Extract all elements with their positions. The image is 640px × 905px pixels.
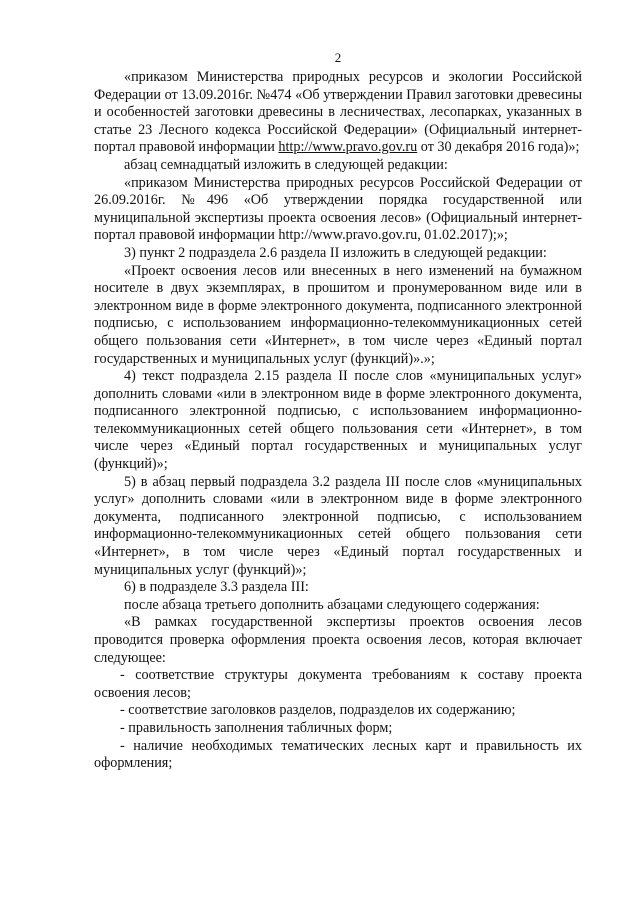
paragraph-order-496: «приказом Министерства природных ресурсов Российской Федерации от 26.09.2016г. №496 «Об утверждении порядка государственной или муниципальной экспертизы проекта освоения лесов» (Официальный интернет-портал правовой информации http://www.pravo.gov.ru, 01.02.2017);»; (94, 174, 582, 244)
document-page (94, 50, 582, 773)
paragraph-expertise: «В рамках государственной экспертизы проектов освоения лесов проводится проверка оформления проекта освоения лесов, которая включает следующее: (94, 614, 582, 666)
list-item: - правильность заполнения табличных форм; (120, 719, 393, 736)
paragraph-tail: от 30 декабря 2016 года)»; (417, 139, 580, 156)
list-item: - соответствие структуры документа требованиям к составу проекта освоения лесов; (94, 667, 582, 701)
pravo-gov-link[interactable]: http://www.pravo.gov.ru (278, 139, 418, 156)
paragraph-item-4: 4) текст подраздела 2.15 раздела II после слов «муниципальных услуг» дополнить словами «или в электронном виде в форме электронного документа, подписанного электронной подписью, с использованием информационно-телекоммуникационных сетей общего пользования сети «Интернет», в том числе через «Единый портал государственных и муниципальных услуг (функций)»; (94, 368, 582, 473)
paragraph-abzac-17: абзац семнадцатый изложить в следующей редакции: (124, 156, 448, 173)
page-number: 2 (334, 50, 342, 65)
list-item: - соответствие заголовков разделов, подразделов их содержанию; (120, 702, 516, 719)
paragraph-item-5: 5) в абзац первый подраздела 3.2 раздела III после слов «муниципальных услуг» дополнить словами «или в электронном виде в форме электронного документа, подписанного электронной подписью, с использованием информационно-телекоммуникационных сетей общего пользования сети «Интернет», в том числе через «Единый портал государственных и муниципальных услуг (функций)»; (94, 473, 582, 578)
paragraph-item-3: 3) пункт 2 подраздела 2.6 раздела II изложить в следующей редакции: (124, 244, 547, 261)
paragraph-item-6: 6) в подразделе 3.3 раздела III: (124, 579, 309, 596)
paragraph-order-474 (94, 69, 582, 157)
list-item: - наличие необходимых тематических лесных карт и правильность их оформления; (94, 737, 582, 772)
paragraph-text: «приказом Министерства природных ресурсов и экологии Российской Федерации от 13.09.2016г. №474 «Об утверждении Правил заготовки древесины и особенностей заготовки древесины в лесничествах, лесопарках, указанных в статье 23 Лесного кодекса Российской Федерации» (Официальный интернет-портал правовой информации (94, 69, 582, 156)
paragraph-after-abzac-3: после абзаца третьего дополнить абзацами следующего содержания: (124, 596, 540, 613)
paragraph-project-text: «Проект освоения лесов или внесенных в него изменений на бумажном носителе в двух экземплярах, в прошитом и пронумерованном виде или в электронном виде в форме электронного документа, подписанного электронной подписью, с использованием информационно-телекоммуникационных сетей общего пользования сети «Интернет», в том числе через «Единый портал государственных и муниципальных услуг (функций)».»; (94, 262, 582, 367)
